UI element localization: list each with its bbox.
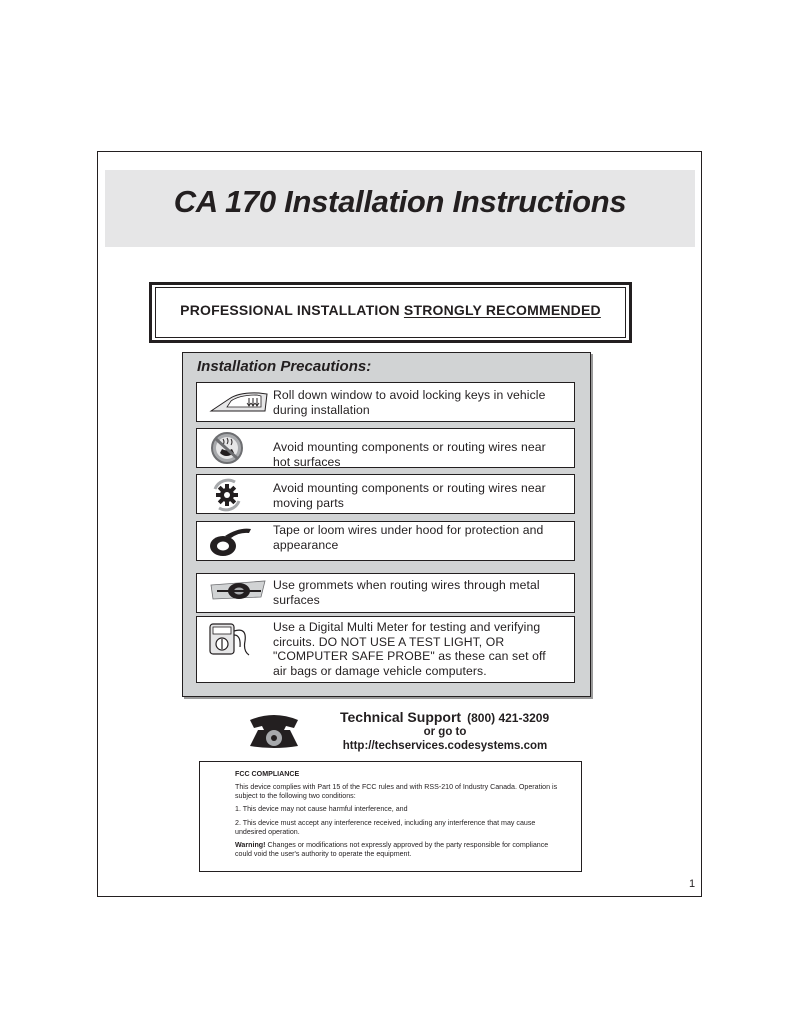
support-url[interactable]: http://techservices.codesystems.com [342,740,548,752]
tape-roll-icon [207,525,253,564]
page-number: 1 [689,878,696,890]
fcc-warning [235,841,565,858]
precautions-heading: Installation Precautions: [197,358,372,375]
page-title: CA 170 Installation Instructions [173,184,627,219]
technical-support [340,709,549,725]
fcc-intro: This device complies with Part 15 of the FCC rules and with RSS-210 of Industry Canada. Operation is subject to the following two conditions: [235,783,558,800]
grommet-icon [209,577,267,610]
multimeter-icon [207,621,253,662]
precaution-row-window [196,382,575,422]
fcc-warning-label: Warning! [235,841,266,849]
pro-banner-emphasis: STRONGLY RECOMMENDED [403,302,601,318]
telephone-icon [244,712,304,755]
precaution-row-grommet [196,573,575,613]
precaution-text: Roll down window to avoid locking keys in vehicle during installation [273,388,546,417]
precaution-text: Avoid mounting components or routing wires near moving parts [273,481,546,510]
precaution-row-multimeter [196,616,575,683]
precaution-row-moving [196,474,575,514]
precaution-text: Avoid mounting components or routing wires near hot surfaces [273,440,546,469]
precaution-row-tape [196,521,575,561]
fcc-heading: FCC COMPLIANCE [235,770,300,778]
pro-banner-prefix: PROFESSIONAL INSTALLATION [180,302,404,318]
pro-banner [155,302,626,318]
support-or-go-to: or go to [423,726,467,738]
precaution-text: Use grommets when routing wires through metal surfaces [273,578,540,607]
fcc-compliance-box [199,761,582,872]
precaution-text: Tape or loom wires under hood for protection and appearance [273,523,544,552]
precaution-row-hot [196,428,575,468]
hot-surface-icon [208,431,246,470]
support-phone: (800) 421-3209 [467,711,550,725]
car-window-icon [209,389,269,420]
precaution-text: Use a Digital Multi Meter for testing and verifying circuits. DO NOT USE A TEST LIGHT, OR "COMPUTER SAFE PROBE" as these can set off air bags or damage vehicle computers. [273,620,546,678]
moving-gear-icon [209,477,245,518]
fcc-warning-text: Changes or modifications not expressly approved by the party responsible for compliance could void the user's authority to operate the equipment. [235,841,549,858]
fcc-condition-1: 1. This device may not cause harmful interference, and [235,805,408,813]
fcc-condition-2: 2. This device must accept any interference received, including any interference that may cause undesired operation. [235,819,536,836]
technical-support-label: Technical Support [340,709,462,725]
